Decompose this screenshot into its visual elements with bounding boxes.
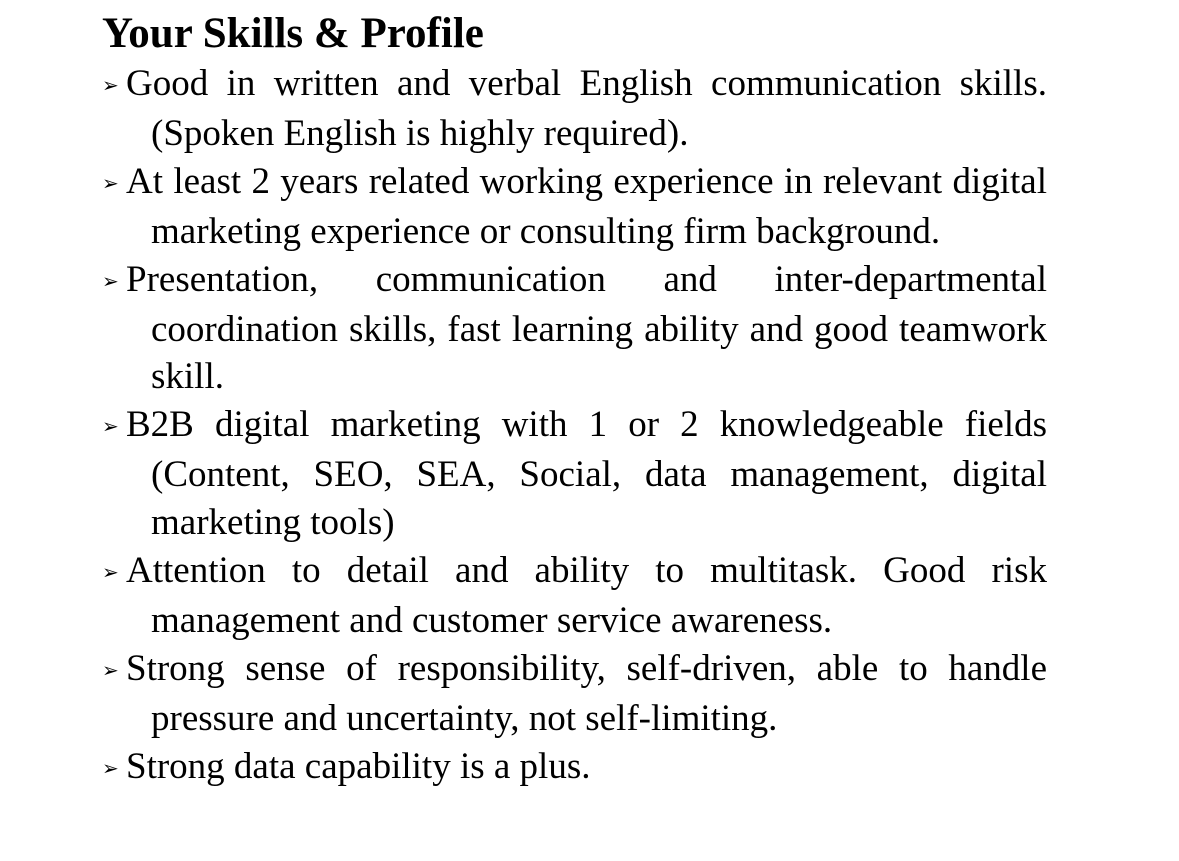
list-item [102,645,1047,743]
list-item-text: Strong data capability is a plus. [126,745,591,787]
arrow-bullet-icon: ➢ [102,560,119,585]
list-item [102,256,1047,402]
list-item-text: Attention to detail and ability to multitask. Good risk management and customer service awareness. [126,550,1047,641]
list-item [102,547,1047,645]
list-item [102,401,1047,547]
list-item-text: Good in written and verbal English communication skills. (Spoken English is highly required). [126,63,1047,154]
list-item [102,743,1047,793]
arrow-bullet-icon: ➢ [102,657,119,682]
arrow-bullet-icon: ➢ [102,73,119,97]
skills-list [102,60,1047,793]
section-heading: Your Skills & Profile [102,10,484,57]
list-item [102,60,1047,158]
document-page [102,0,1047,793]
arrow-bullet-icon: ➢ [102,268,119,293]
arrow-bullet-icon: ➢ [102,755,119,780]
list-item-text: Strong sense of responsibility, self-driven, able to handle pressure and uncertainty, not self-limiting. [126,647,1047,739]
arrow-bullet-icon: ➢ [102,170,119,195]
list-item-text: At least 2 years related working experience in relevant digital marketing experience or consulting firm background. [126,160,1047,252]
list-item-text: Presentation, communication and inter-departmental coordination skills, fast learning ability and good teamwork skill. [126,258,1047,398]
arrow-bullet-icon: ➢ [102,414,119,439]
list-item-text: B2B digital marketing with 1 or 2 knowledgeable fields (Content, SEO, SEA, Social, data management, digital marketing tools) [126,404,1047,544]
list-item [102,158,1047,256]
